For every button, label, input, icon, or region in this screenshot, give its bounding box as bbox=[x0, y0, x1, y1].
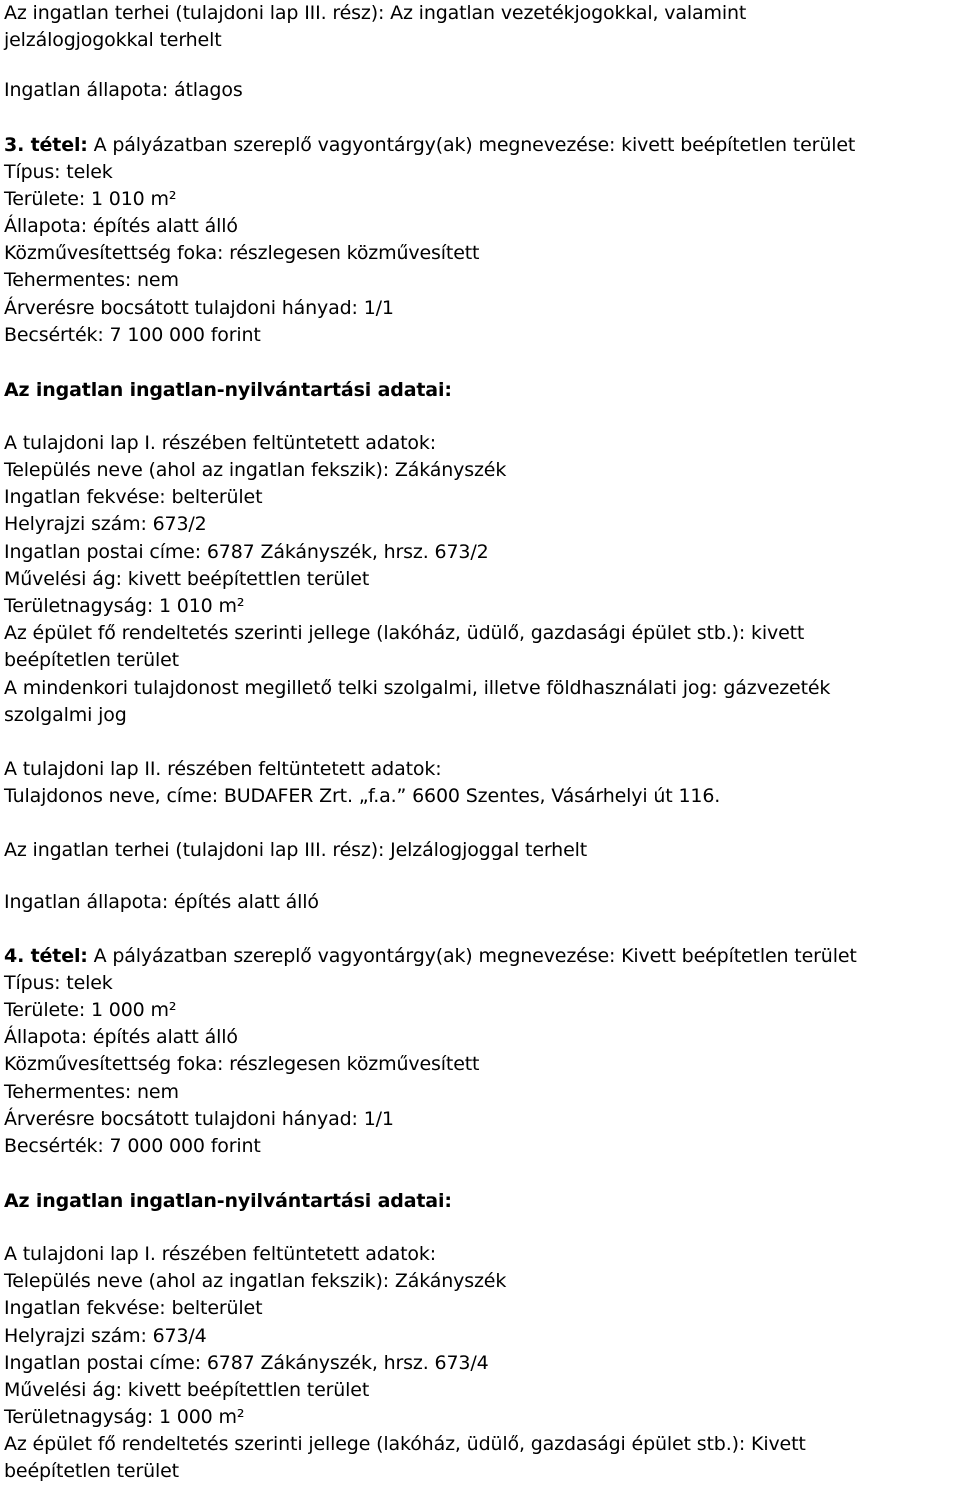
lot4-value: Becsérték: 7 000 000 forint bbox=[4, 1135, 261, 1157]
lot3-easement-line2: szolgalmi jog bbox=[4, 704, 127, 726]
lot4-settlement: Település neve (ahol az ingatlan fekszik): Zákányszék bbox=[4, 1270, 507, 1292]
lot4-building-use-line2: beépítetlen terület bbox=[4, 1460, 179, 1482]
lot3-encumbrances: Az ingatlan terhei (tulajdoni lap III. rész): Jelzálogjoggal terhelt bbox=[4, 839, 588, 861]
lot3-settlement: Település neve (ahol az ingatlan fekszik): Zákányszék bbox=[4, 459, 507, 481]
lot4-share: Árverésre bocsátott tulajdoni hányad: 1/1 bbox=[4, 1108, 394, 1130]
lot3-address: Ingatlan postai címe: 6787 Zákányszék, hrsz. 673/2 bbox=[4, 541, 489, 563]
lot3-title bbox=[4, 132, 855, 159]
lot4-location: Ingatlan fekvése: belterület bbox=[4, 1297, 263, 1319]
lot3-registry-heading: Az ingatlan ingatlan-nyilvántartási adatai: bbox=[4, 379, 452, 401]
prev-encumbrances-line1: Az ingatlan terhei (tulajdoni lap III. rész): Az ingatlan vezetékjogokkal, valamint bbox=[4, 2, 747, 24]
lot4-number-label: 4. tétel: bbox=[4, 945, 88, 967]
lot4-land-area: Területnagyság: 1 000 m² bbox=[4, 1406, 245, 1428]
lot4-title-text: A pályázatban szereplő vagyontárgy(ak) megnevezése: Kivett beépítetlen terület bbox=[87, 945, 857, 967]
lot3-utilities: Közművesítettség foka: részlegesen közművesített bbox=[4, 242, 480, 264]
lot3-type: Típus: telek bbox=[4, 161, 113, 183]
lot3-unencumbered: Tehermentes: nem bbox=[4, 269, 179, 291]
lot3-share: Árverésre bocsátott tulajdoni hányad: 1/1 bbox=[4, 297, 394, 319]
lot3-state: Állapota: építés alatt álló bbox=[4, 215, 238, 237]
lot3-condition: Ingatlan állapota: építés alatt álló bbox=[4, 891, 319, 913]
lot3-number-label: 3. tétel: bbox=[4, 134, 88, 156]
lot4-type: Típus: telek bbox=[4, 972, 113, 994]
lot3-location: Ingatlan fekvése: belterület bbox=[4, 486, 263, 508]
prev-encumbrances-line2: jelzálogjogokkal terhelt bbox=[4, 29, 222, 51]
lot4-registry-heading: Az ingatlan ingatlan-nyilvántartási adatai: bbox=[4, 1190, 452, 1212]
lot3-easement-line1: A mindenkori tulajdonost megillető telki szolgalmi, illetve földhasználati jog: gázvezeték bbox=[4, 677, 831, 699]
lot3-building-use-line1: Az épület fő rendeltetés szerinti jellege (lakóház, üdülő, gazdasági épület stb.): kivett bbox=[4, 622, 805, 644]
lot3-building-use-line2: beépítetlen terület bbox=[4, 649, 179, 671]
lot4-building-use-line1: Az épület fő rendeltetés szerinti jellege (lakóház, üdülő, gazdasági épület stb.): Kivett bbox=[4, 1433, 806, 1455]
lot3-value: Becsérték: 7 100 000 forint bbox=[4, 324, 261, 346]
prev-condition: Ingatlan állapota: átlagos bbox=[4, 79, 243, 101]
lot4-part1-heading: A tulajdoni lap I. részében feltüntetett adatok: bbox=[4, 1243, 436, 1265]
lot4-utilities: Közművesítettség foka: részlegesen közművesített bbox=[4, 1053, 480, 1075]
lot4-cultivation: Művelési ág: kivett beépítettlen terület bbox=[4, 1379, 370, 1401]
lot4-state: Állapota: építés alatt álló bbox=[4, 1026, 238, 1048]
lot3-part1-heading: A tulajdoni lap I. részében feltüntetett adatok: bbox=[4, 432, 436, 454]
lot3-land-area: Területnagyság: 1 010 m² bbox=[4, 595, 245, 617]
lot4-unencumbered: Tehermentes: nem bbox=[4, 1081, 179, 1103]
lot3-area: Területe: 1 010 m² bbox=[4, 188, 177, 210]
lot4-title bbox=[4, 943, 857, 970]
lot3-parcel: Helyrajzi szám: 673/2 bbox=[4, 513, 207, 535]
lot4-parcel: Helyrajzi szám: 673/4 bbox=[4, 1325, 207, 1347]
lot3-owner: Tulajdonos neve, címe: BUDAFER Zrt. „f.a.” 6600 Szentes, Vásárhelyi út 116. bbox=[4, 785, 721, 807]
lot3-cultivation: Művelési ág: kivett beépítettlen terület bbox=[4, 568, 370, 590]
lot3-title-text: A pályázatban szereplő vagyontárgy(ak) megnevezése: kivett beépítetlen terület bbox=[87, 134, 856, 156]
lot4-area: Területe: 1 000 m² bbox=[4, 999, 177, 1021]
lot3-part2-heading: A tulajdoni lap II. részében feltüntetett adatok: bbox=[4, 758, 442, 780]
lot4-address: Ingatlan postai címe: 6787 Zákányszék, hrsz. 673/4 bbox=[4, 1352, 489, 1374]
